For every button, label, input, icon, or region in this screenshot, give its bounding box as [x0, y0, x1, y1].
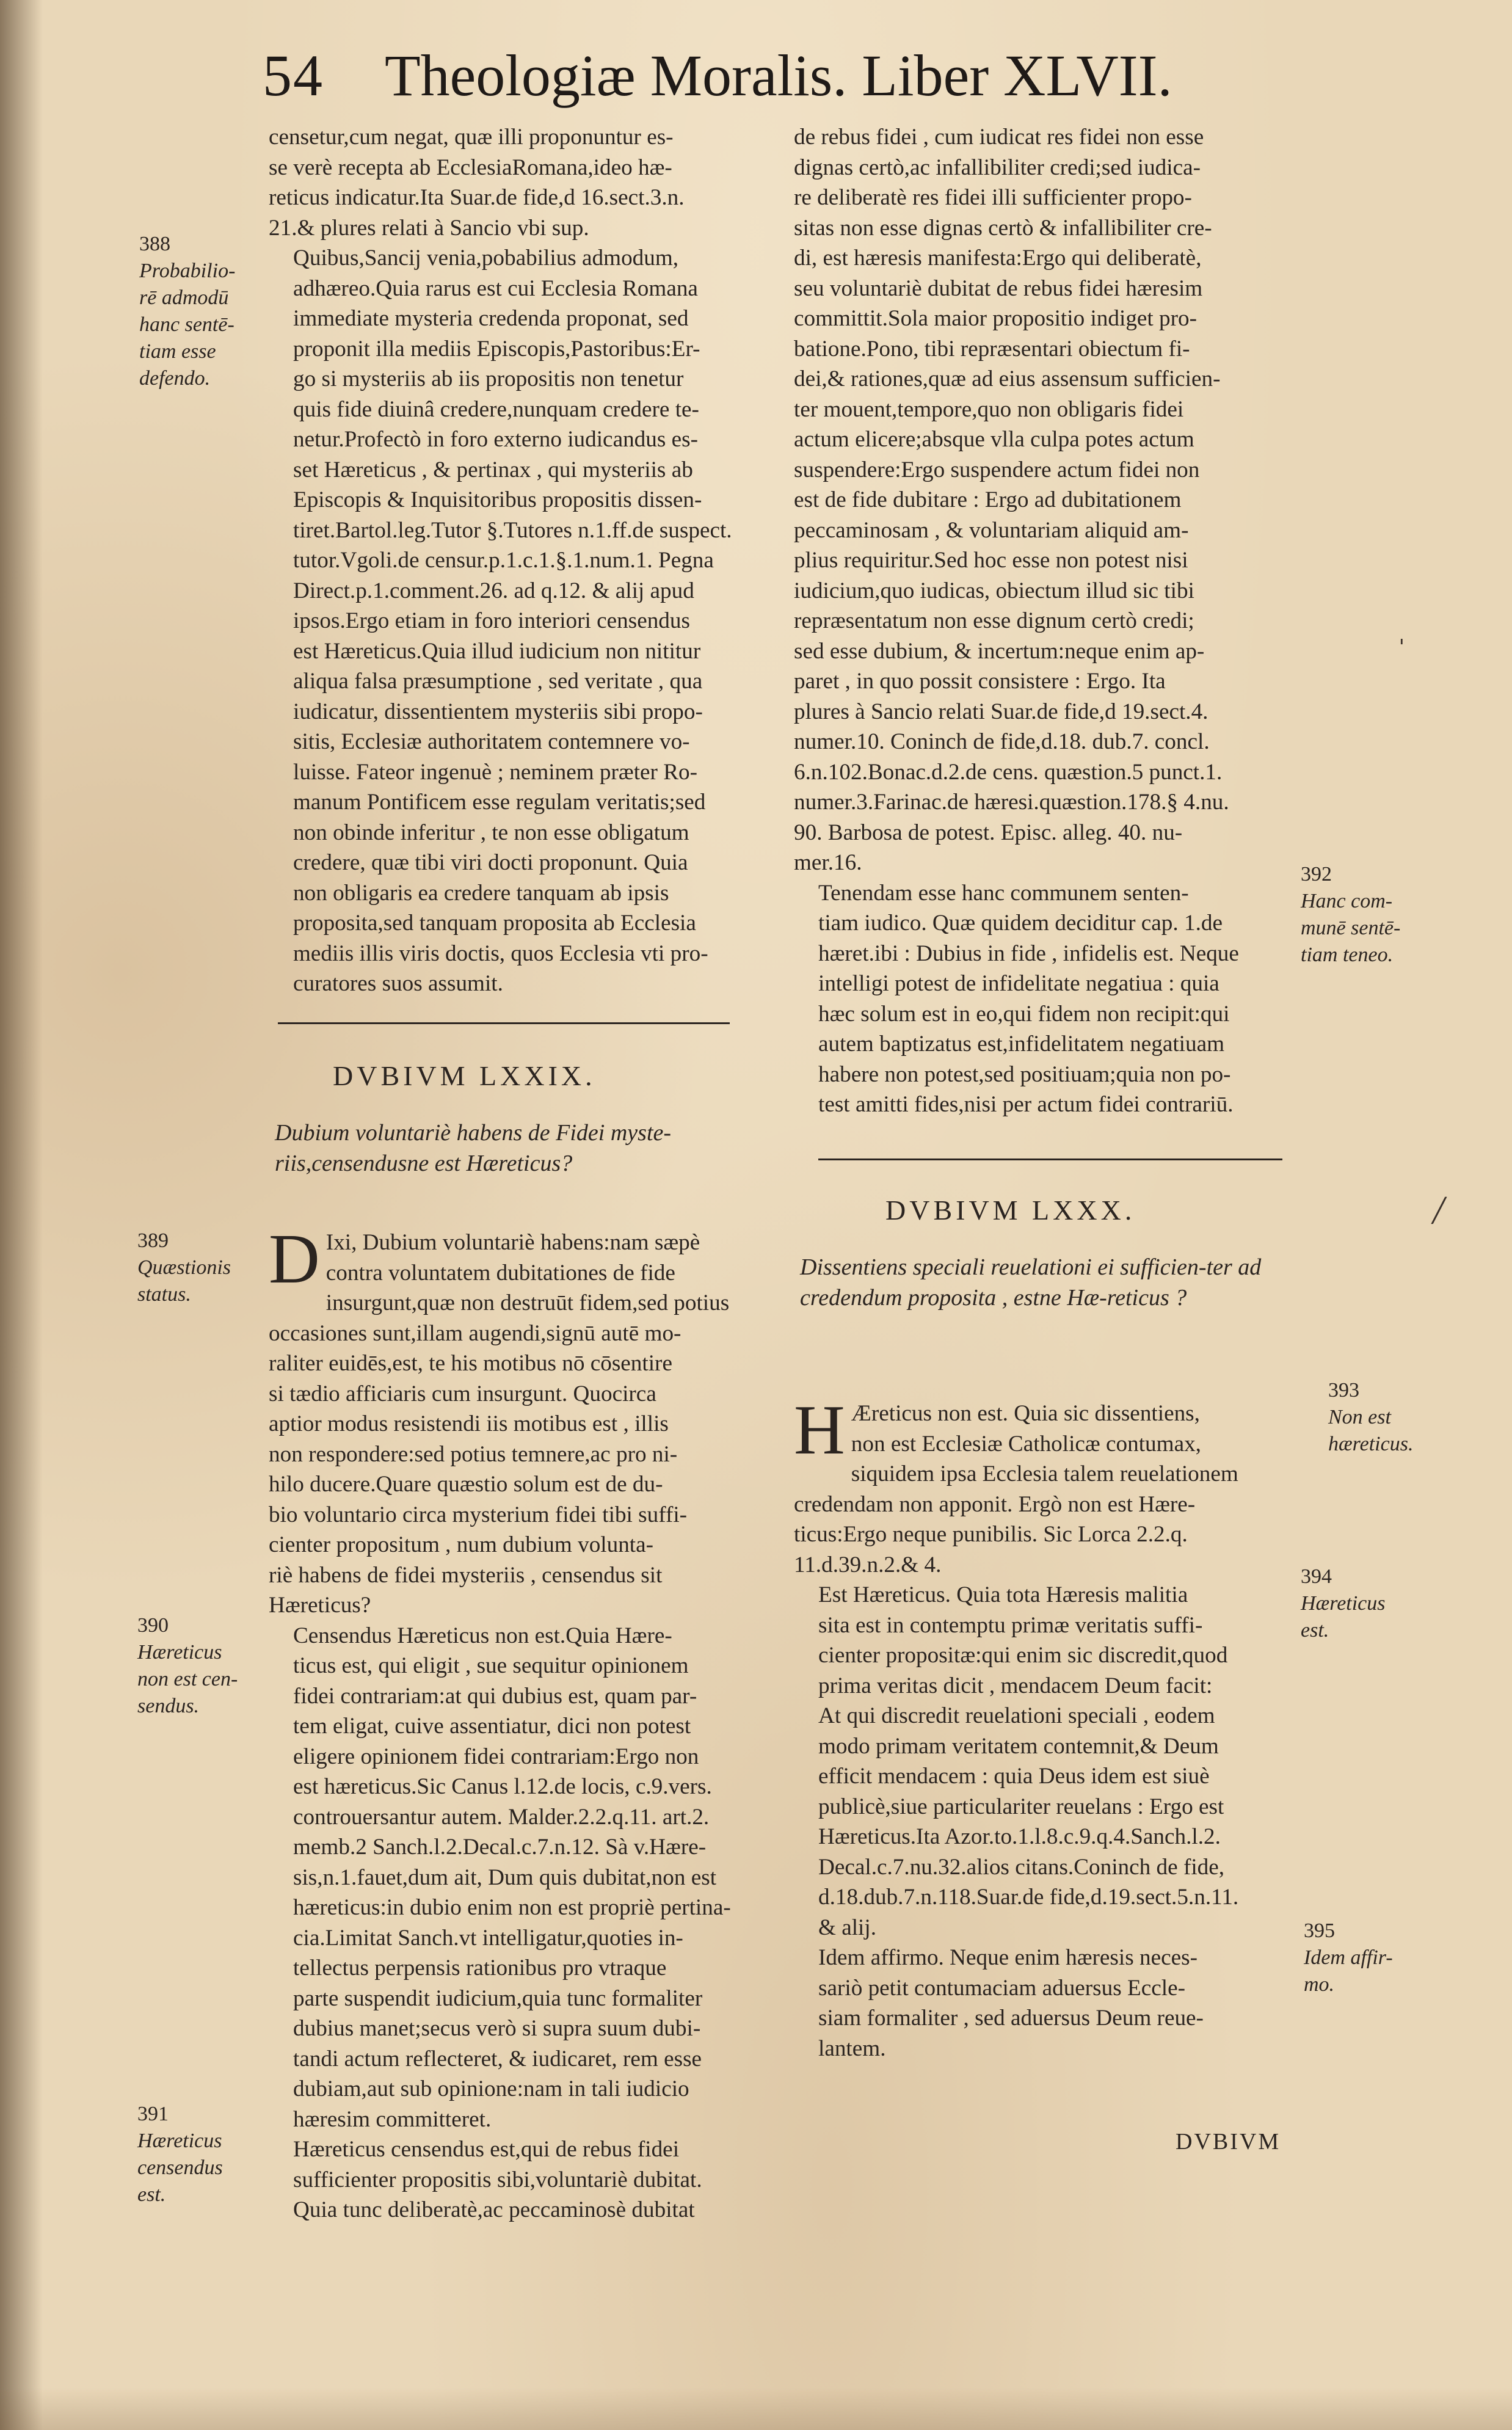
text-line: tem eligat, cuive assentiatur, dici non potest	[293, 1714, 691, 1739]
text-line: sitis, Ecclesiæ authoritatem contemnere vo-	[293, 729, 690, 754]
text-line: Hæreticus?	[269, 1593, 371, 1618]
text-line: tiret.Bartol.leg.Tutor §.Tutores n.1.ff.de suspect.	[293, 517, 732, 543]
text-line: test amitti fides,nisi per actum fidei contrariū.	[818, 1092, 1234, 1117]
marginal-note-line: Hæreticus	[137, 2130, 222, 2152]
marginal-note-line: Non est	[1328, 1406, 1391, 1428]
page-header	[263, 37, 1301, 110]
page-edge-shadow	[0, 0, 43, 2430]
text-line: ticus est, qui eligit , sue sequitur opinionem	[293, 1653, 689, 1678]
text-line: est Hæreticus.Quia illud iudicium non nititur	[293, 638, 701, 664]
text-line: cienter propositum , num dubium volunta-	[269, 1532, 654, 1557]
text-line: At qui discredit reuelationi speciali , eodem	[818, 1703, 1215, 1728]
text-line: 11.d.39.n.2.& 4.	[794, 1552, 942, 1577]
text-line: 90. Barbosa de potest. Episc. alleg. 40. nu-	[794, 820, 1183, 845]
text-line: immediate mysteria credenda proponat, sed	[293, 306, 689, 331]
text-line: Direct.p.1.comment.26. ad q.12. & alij apud	[293, 578, 694, 603]
marginal-note-line: rē admodū	[139, 286, 229, 309]
text-line: manum Pontificem esse regulam veritatis;sed	[293, 790, 706, 815]
marginal-note-number: 393	[1328, 1379, 1359, 1402]
text-line: hilo ducere.Quare quæstio solum est de du-	[269, 1472, 663, 1497]
text-line: ipsos.Ergo etiam in foro interiori censendus	[293, 608, 690, 633]
marginal-note-number: 392	[1301, 863, 1332, 886]
marginal-note-line: Hæreticus	[137, 1641, 222, 1664]
page-bottom-shadow	[0, 2387, 1512, 2430]
text-line: hæresim committeret.	[293, 2106, 492, 2132]
marginal-note-number: 394	[1301, 1565, 1332, 1588]
question-lxxx	[800, 1252, 1288, 1313]
text-line: dignas certò,ac infallibiliter credi;sed iudica-	[794, 155, 1201, 180]
text-line: re deliberatè res fidei illi sufficienter propo-	[794, 185, 1192, 210]
text-line: reticus indicatur.Ita Suar.de fide,d 16.sect.3.n.	[269, 185, 685, 210]
text-line: sis,n.1.fauet,dum ait, Dum quis dubitat,non est	[293, 1864, 717, 1890]
text-line: publicè,siue particulariter reuelans : Ergo est	[818, 1794, 1224, 1819]
marginal-note-number: 395	[1304, 1919, 1335, 1942]
text-line: proposita,sed tanquam proposita ab Ecclesia	[293, 911, 696, 936]
marginal-note-394	[1301, 1563, 1386, 1644]
text-line: go si mysteriis ab iis propositis non tenetur	[293, 366, 684, 391]
ink-mark: ╱	[1432, 1197, 1446, 1224]
question-lxxix	[275, 1118, 739, 1179]
text-line: plures à Sancio relati Suar.de fide,d 19.sect.4.	[794, 699, 1209, 724]
text-line: siam formaliter , sed aduersus Deum reue-	[818, 2006, 1204, 2031]
text-line: tellectus perpensis rationibus pro vtraque	[293, 1955, 667, 1981]
marginal-note-number: 388	[139, 233, 170, 255]
text-line: tiam iudico. Quæ quidem deciditur cap. 1.de	[818, 911, 1223, 936]
marginal-note-line: sendus.	[137, 1695, 200, 1717]
marginal-note-line: Quæstionis	[137, 1256, 231, 1279]
text-line: & alij.	[818, 1915, 877, 1940]
text-line: repræsentatum non esse dignum certò credi;	[794, 608, 1194, 633]
text-line: 21.& plures relati à Sancio vbi sup.	[269, 215, 589, 241]
text-line: Est Hæreticus. Quia tota Hæresis malitia	[818, 1582, 1188, 1607]
text-line: sariò petit contumaciam aduersus Eccle-	[818, 1975, 1185, 2001]
text-line: paret , in quo possit consistere : Ergo. Ita	[794, 669, 1166, 694]
text-line: non obinde inferitur , te non esse obligatum	[293, 820, 689, 845]
marginal-note-391	[137, 2101, 223, 2208]
text-line: suspendere:Ergo suspendere actum fidei non	[794, 457, 1200, 482]
text-line: numer.3.Farinac.de hæresi.quæstion.178.§ 4.nu.	[794, 790, 1229, 815]
text-line: ter mouent,tempore,quo non obligaris fidei	[794, 396, 1184, 422]
text-line: Censendus Hæreticus non est.Quia Hære-	[293, 1623, 672, 1648]
text-line: non respondere:sed potius temnere,ac pro ni-	[269, 1441, 678, 1467]
text-line: dubius manet;secus verò si supra suum dubi-	[293, 2016, 701, 2041]
text-line: ticus:Ergo neque punibilis. Sic Lorca 2.2.q.	[794, 1522, 1188, 1547]
left-paragraph-4	[269, 1621, 757, 2135]
text-line: numer.10. Coninch de fide,d.18. dub.7. concl.	[794, 729, 1210, 754]
ink-mark: ˈ	[1398, 635, 1405, 662]
right-paragraph-4	[794, 1580, 1301, 1943]
section-divider-left	[278, 1022, 730, 1024]
text-line: Æreticus non est. Quia sic dissentiens,	[851, 1401, 1200, 1426]
text-line: hæret.ibi : Dubius in fide , infidelis est. Neque	[818, 940, 1239, 966]
marginal-note-line: est.	[137, 2183, 166, 2206]
dubium-heading-lxxix: DVBIVM LXXIX.	[333, 1060, 596, 1091]
marginal-note-line: Idem affir-	[1304, 1946, 1393, 1969]
text-line: raliter euidēs,est, te his motibus nō cōsentire	[269, 1351, 672, 1376]
text-line: efficit mendacem : quia Deus idem est siuè	[818, 1764, 1210, 1789]
text-line: cia.Limitat Sanch.vt intelligatur,quoties in-	[293, 1925, 683, 1951]
text-line: dei,& rationes,quæ ad eius assensum sufficien-	[794, 366, 1221, 391]
marginal-note-number: 389	[137, 1229, 169, 1252]
text-line: d.18.dub.7.n.118.Suar.de fide,d.19.sect.5.n.11.	[818, 1885, 1239, 1910]
text-line: adhæreo.Quia rarus est cui Ecclesia Romana	[293, 275, 698, 301]
text-line: iudicium,quo iudicas, obiectum illud sic tibi	[794, 578, 1194, 603]
text-line: actum elicere;absque vlla culpa potes actum	[794, 427, 1194, 452]
text-line: sita est in contemptu primæ veritatis suffi-	[818, 1612, 1203, 1638]
text-line: curatores suos assumit.	[293, 971, 503, 996]
text-line: committit.Sola maior propositio indiget pro-	[794, 306, 1198, 331]
text-line: riè habens de fidei mysteriis , censendus sit	[269, 1562, 663, 1588]
right-paragraph-2	[794, 878, 1301, 1120]
marginal-note-395	[1304, 1918, 1393, 1998]
text-line: credendam non apponit. Ergò non est Hære-	[794, 1491, 1196, 1517]
left-paragraph-5	[269, 2134, 757, 2225]
marginal-note-388	[139, 231, 235, 392]
text-line: occasiones sunt,illam augendi,signū autē mo-	[269, 1320, 681, 1346]
text-line: iudicatur, dissentientem mysteriis sibi propo-	[293, 699, 703, 724]
marginal-note-389	[137, 1228, 231, 1308]
text-line: luisse. Fateor ingenuè ; neminem præter Ro-	[293, 759, 698, 785]
marginal-note-line: hæreticus.	[1328, 1433, 1414, 1455]
left-paragraph-3-body	[269, 1220, 757, 1621]
marginal-note-line: defendo.	[139, 367, 211, 390]
text-line: credere, quæ tibi viri docti proponunt. Quia	[293, 850, 688, 875]
dubium-heading-lxxx: DVBIVM LXXX.	[885, 1195, 1136, 1226]
text-line: quis fide diuinâ credere,nunquam credere te-	[293, 396, 699, 422]
left-paragraph-2	[269, 243, 757, 999]
text-line: insurgunt,quæ non destruūt fidem,sed potius	[325, 1290, 730, 1315]
text-line: eligere opinionem fidei contrariam:Ergo non	[293, 1744, 699, 1769]
text-line: set Hæreticus , & pertinax , qui mysteriis ab	[293, 457, 693, 482]
marginal-note-line: Hanc com-	[1301, 890, 1393, 912]
text-line: bio voluntario circa mysterium fidei tibi suffi-	[269, 1502, 688, 1527]
text-line: mer.16.	[794, 850, 862, 875]
running-title: Theologiæ Moralis. Liber XLVII.	[385, 43, 1172, 108]
text-line: tutor.Vgoli.de censur.p.1.c.1.§.1.num.1. Pegna	[293, 548, 714, 573]
section-divider-right	[818, 1159, 1282, 1160]
text-line: batione.Pono, tibi repræsentari obiectum fi-	[794, 336, 1190, 362]
right-column-lower	[794, 1391, 1301, 2064]
text-line: aliqua falsa præsumptione , sed veritate , qua	[293, 669, 703, 694]
text-line: Hæreticus.Ita Azor.to.1.l.8.c.9.q.4.Sanch.l.2.	[818, 1824, 1221, 1849]
text-line: proponit illa mediis Episcopis,Pastoribus:Er-	[293, 336, 700, 362]
text-line: seu voluntariè dubitat de rebus fidei hæresim	[794, 275, 1203, 301]
text-line: peccaminosam , & voluntariam aliquid am-	[794, 517, 1189, 543]
dropcap-h: H	[794, 1391, 845, 1469]
text-line: 6.n.102.Bonac.d.2.de cens. quæstion.5 punct.1.	[794, 759, 1223, 785]
marginal-note-line: munē sentē-	[1301, 917, 1401, 939]
text-line: non est Ecclesiæ Catholicæ contumax,	[851, 1431, 1201, 1457]
text-line: prima veritas dicit , mendacem Deum facit:	[818, 1673, 1213, 1698]
text-line: habere non potest,sed positiuam;quia non po-	[818, 1061, 1231, 1087]
text-line: siquidem ipsa Ecclesia talem reuelationem	[851, 1461, 1238, 1486]
text-line: Decal.c.7.nu.32.alios citans.Coninch de fide,	[818, 1854, 1225, 1880]
dropcap-d: D	[269, 1220, 320, 1298]
right-paragraph-3-body	[794, 1391, 1301, 1580]
text-line: censetur,cum negat, quæ illi proponuntur es-	[269, 125, 674, 150]
text-line: Dissentiens speciali reuelationi ei sufficien-	[800, 1254, 1207, 1280]
text-line: est hæreticus.Sic Canus l.12.de locis, c.9.vers.	[293, 1774, 712, 1799]
text-line: Episcopis & Inquisitoribus propositis dissen-	[293, 487, 702, 512]
marginal-note-390	[137, 1612, 238, 1720]
text-line: tandi actum reflecteret, & iudicaret, rem esse	[293, 2046, 702, 2072]
text-line: intelligi potest de infidelitate negatiua : quia	[818, 971, 1219, 996]
marginal-note-line: Probabilio-	[139, 260, 236, 282]
text-line: Idem affirmo. Neque enim hæresis neces-	[818, 1945, 1198, 1970]
catchword: DVBIVM	[1176, 2129, 1281, 2155]
text-line: riis,censendusne est Hæreticus?	[275, 1151, 573, 1176]
marginal-note-392	[1301, 861, 1400, 969]
marginal-note-number: 391	[137, 2103, 169, 2125]
text-line: sitas non esse dignas certò & infallibiliter cre-	[794, 215, 1212, 241]
text-line: modo primam veritatem contemnit,& Deum	[818, 1733, 1219, 1759]
marginal-note-line: mo.	[1304, 1973, 1335, 1996]
marginal-note-line: tiam teneo.	[1301, 944, 1394, 966]
marginal-note-line: hanc sentē-	[139, 313, 234, 336]
left-paragraph-1	[269, 122, 757, 243]
text-line: autem baptizatus est,infidelitatem negatiuam	[818, 1031, 1225, 1057]
marginal-note-line: est.	[1301, 1619, 1329, 1642]
right-paragraph-5	[794, 1943, 1301, 2064]
text-line: di, est hæresis manifesta:Ergo qui deliberatè,	[794, 246, 1202, 271]
marginal-note-number: 390	[137, 1614, 169, 1637]
marginal-note-line: non est cen-	[137, 1668, 238, 1690]
text-line: sed esse dubium, & incertum:neque enim ap-	[794, 638, 1205, 664]
text-line: memb.2 Sanch.l.2.Decal.c.7.n.12. Sà v.Hære-	[293, 1835, 707, 1860]
text-line: si tædio afficiaris cum insurgunt. Quocirca	[269, 1381, 656, 1406]
text-line: aptior modus resistendi iis motibus est , illis	[269, 1411, 669, 1436]
text-line: Hæreticus censendus est,qui de rebus fidei	[293, 2137, 680, 2162]
left-column-lower	[269, 1220, 757, 2225]
text-line: reticus ?	[1107, 1285, 1187, 1311]
left-column	[269, 122, 757, 999]
text-line: contra voluntatem dubitationes de fide	[325, 1260, 675, 1286]
marginal-note-line: censendus	[137, 2156, 223, 2179]
text-line: controuersantur autem. Malder.2.2.q.11. art.2.	[293, 1804, 710, 1830]
text-line: dubiam,aut sub opinione:nam in tali iudicio	[293, 2076, 689, 2101]
text-line: mediis illis viris doctis, quos Ecclesia vti pro-	[293, 940, 708, 966]
text-line: Ixi, Dubium voluntariè habens:nam sæpè	[325, 1230, 700, 1255]
marginal-note-393	[1328, 1377, 1413, 1458]
marginal-note-line: status.	[137, 1283, 191, 1306]
text-line: se verè recepta ab EcclesiaRomana,ideo hæ-	[269, 155, 672, 180]
text-line: netur.Profectò in foro externo iudicandus es-	[293, 427, 698, 452]
page-number: 54	[263, 43, 324, 108]
text-line: ter ad credendum proposita , estne Hæ-	[800, 1254, 1262, 1311]
text-line: fidei contrariam:at qui dubius est, quam par-	[293, 1683, 697, 1709]
text-line: non obligaris ea credere tanquam ab ipsis	[293, 880, 669, 906]
text-line: Dubium voluntariè habens de Fidei myste-	[275, 1120, 672, 1146]
text-line: sufficienter propositis sibi,voluntariè dubitat.	[293, 2167, 702, 2192]
text-line: Quia tunc deliberatè,ac peccaminosè dubitat	[293, 2197, 695, 2222]
left-paragraph-3	[269, 1220, 757, 1621]
text-line: parte suspendit iudicium,quia tunc formaliter	[293, 1985, 703, 2011]
text-line: Quibus,Sancij venia,pobabilius admodum,	[293, 246, 679, 271]
right-paragraph-1	[794, 122, 1301, 878]
text-line: hæc solum est in eo,qui fidem non recipit:qui	[818, 1001, 1230, 1027]
marginal-note-line: tiam esse	[139, 340, 216, 363]
right-column	[794, 122, 1301, 1120]
text-line: est de fide dubitare : Ergo ad dubitationem	[794, 487, 1182, 512]
text-line: lantem.	[818, 2035, 886, 2061]
marginal-note-line: Hæreticus	[1301, 1592, 1386, 1615]
text-line: de rebus fidei , cum iudicat res fidei non esse	[794, 125, 1204, 150]
text-line: hæreticus:in dubio enim non est propriè pertina-	[293, 1895, 731, 1920]
text-line: cienter propositæ:qui enim sic discredit,quod	[818, 1643, 1228, 1668]
text-line: plius requiritur.Sed hoc esse non potest nisi	[794, 548, 1188, 573]
right-paragraph-3	[794, 1391, 1301, 1580]
text-line: Tenendam esse hanc communem senten-	[818, 880, 1189, 906]
